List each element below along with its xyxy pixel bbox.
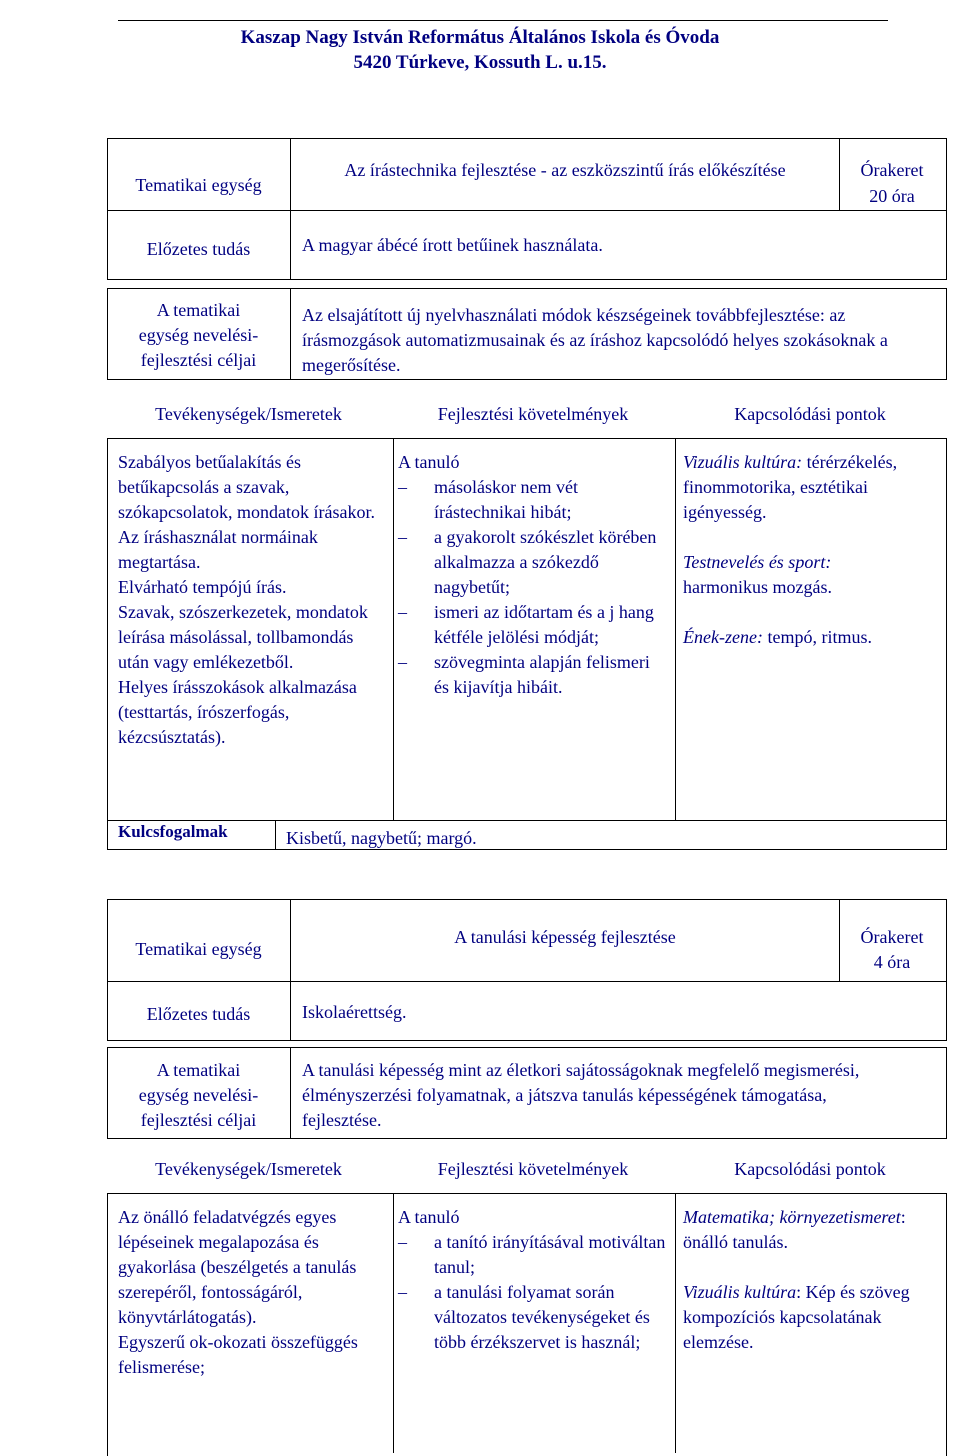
unit2-tematikai-label: Tematikai egység <box>135 939 262 959</box>
unit1-elozetes-value: A magyar ábécé írott betűinek használata. <box>302 235 603 255</box>
activity-item: Az íráshasználat normáinak megtartása. <box>118 527 318 572</box>
unit1-activities <box>118 450 383 750</box>
activity-item: Elvárható tempójú írás. <box>118 577 287 597</box>
requirement-item: – a gyakorolt szókészlet körében alkalmazza a szókezdő nagybetűt; <box>398 525 668 600</box>
unit2-celjai-label-1: A tematikai <box>156 1060 241 1080</box>
unit2-divider <box>290 1047 291 1139</box>
activity-item: Szabályos betűalakítás és betűkapcsolás a szavak, szókapcsolatok, mondatok írásakor. <box>118 452 375 522</box>
unit2-title: A tanulási képesség fejlesztése <box>454 927 676 947</box>
activity-item: Szavak, szószerkezetek, mondatok leírása másolással, tollbamondás után vagy emlékezetből. <box>118 602 368 672</box>
link-text: : Kép és szöveg kompozíciós kapcsolatának elemzése. <box>683 1282 910 1352</box>
link-text: tempó, ritmus. <box>762 627 872 647</box>
unit1-col3-header: Kapcsolódási pontok <box>734 404 886 424</box>
activity-item: Helyes írásszokások alkalmazása (testtartás, írószerfogás, kézcsúsztatás). <box>118 677 357 747</box>
unit1-orakeret-label: Órakeret <box>860 160 924 180</box>
unit1-links <box>683 450 945 650</box>
link-item <box>683 1280 923 1355</box>
requirement-item: – a tanító irányításával motiváltan tanul; <box>398 1230 668 1280</box>
activity-item: Egyszerű ok-okozati összefüggés felismerése; <box>118 1332 358 1377</box>
req-intro: A tanuló <box>398 1207 460 1227</box>
unit2-col1-header: Tevékenységek/Ismeretek <box>155 1159 342 1179</box>
link-item <box>683 550 945 600</box>
unit2-elozetes-value: Iskolaérettség. <box>302 1002 407 1022</box>
unit1-col2-header: Fejlesztési követelmények <box>437 404 629 424</box>
link-subject: Vizuális kultúra <box>683 1282 797 1302</box>
unit2-divider <box>675 1193 676 1453</box>
unit1-requirements <box>398 450 668 700</box>
unit2-celjai-label-3: fejlesztési céljai <box>140 1110 257 1130</box>
unit1-kulcs-label: Kulcsfogalmak <box>118 822 228 841</box>
unit2-col2-header: Fejlesztési követelmények <box>437 1159 629 1179</box>
unit2-divider <box>290 899 291 1041</box>
link-item <box>683 450 945 525</box>
requirement-item: – szövegminta alapján felismeri és kijavítja hibáit. <box>398 650 668 700</box>
link-text: térérzékelés, finommotorika, esztétikai igényesség. <box>683 452 898 522</box>
link-subject: Vizuális kultúra: <box>683 452 803 472</box>
link-text: harmonikus mozgás. <box>683 577 832 597</box>
unit1-divider <box>107 820 947 821</box>
unit2-activities <box>118 1205 383 1380</box>
link-item <box>683 1205 923 1255</box>
unit2-divider <box>393 1193 394 1453</box>
requirement-item: – ismeri az időtartam és a j hang kétféle jelölési módját; <box>398 600 668 650</box>
header-rule <box>118 20 888 21</box>
unit2-col3-header: Kapcsolódási pontok <box>734 1159 886 1179</box>
link-subject: Matematika; környezetismeret <box>683 1207 901 1227</box>
unit1-divider <box>107 210 947 211</box>
unit1-orakeret-value: 20 óra <box>869 186 915 206</box>
unit1-celjai-value: Az elsajátított új nyelvhasználati módok készségeinek továbbfejlesztése: az írásmozgások automatizmusainak és az íráshoz kapcsolódó helyes szokásoknak a megerősítése. <box>302 305 888 375</box>
unit2-links <box>683 1205 923 1355</box>
unit1-divider <box>290 138 291 280</box>
link-item <box>683 625 945 650</box>
unit1-col1-header: Tevékenységek/Ismeretek <box>155 404 342 424</box>
link-subject: Ének-zene: <box>683 627 763 647</box>
unit1-divider <box>675 438 676 820</box>
requirement-item: – a tanulási folyamat során változatos tevékenységeket és több érzékszervet is használ; <box>398 1280 668 1355</box>
unit2-requirements <box>398 1205 668 1355</box>
unit1-elozetes-label: Előzetes tudás <box>146 239 251 259</box>
activity-item: Az önálló feladatvégzés egyes lépéseinek megalapozása és gyakorlása (beszélgetés a tanulás szerepéről, fontosságáról, könyvtárlátogatás). <box>118 1207 357 1327</box>
unit2-divider <box>107 981 947 982</box>
school-name: Kaszap Nagy István Református Általános Iskola és Óvoda <box>240 27 720 48</box>
unit2-orakeret-value: 4 óra <box>873 952 911 972</box>
unit1-divider <box>393 438 394 820</box>
unit2-celjai-value: A tanulási képesség mint az életkori sajátosságoknak megfelelő megismerési, élményszerzési folyamatnak, a játszva tanulás képességének támogatása, fejlesztése. <box>302 1060 860 1130</box>
school-address: 5420 Túrkeve, Kossuth L. u.15. <box>353 52 607 73</box>
unit2-celjai-label-2: egység nevelési- <box>138 1085 259 1105</box>
requirement-item: – másoláskor nem vét írástechnikai hibát; <box>398 475 668 525</box>
unit1-tematikai-label: Tematikai egység <box>135 175 262 195</box>
req-intro: A tanuló <box>398 452 460 472</box>
unit1-celjai-label-1: A tematikai <box>156 300 241 320</box>
unit1-celjai-label-2: egység nevelési- <box>138 325 259 345</box>
unit2-elozetes-label: Előzetes tudás <box>146 1004 251 1024</box>
link-text: : önálló tanulás. <box>683 1207 906 1252</box>
unit1-kulcs-value: Kisbetű, nagybetű; margó. <box>286 828 477 848</box>
unit1-divider <box>275 820 276 850</box>
unit2-orakeret-label: Órakeret <box>860 927 924 947</box>
link-subject: Testnevelés és sport: <box>683 552 832 572</box>
unit1-celjai-label-3: fejlesztési céljai <box>140 350 257 370</box>
unit1-divider <box>290 288 291 380</box>
unit1-title: Az írástechnika fejlesztése - az eszközszintű írás előkészítése <box>344 160 786 180</box>
